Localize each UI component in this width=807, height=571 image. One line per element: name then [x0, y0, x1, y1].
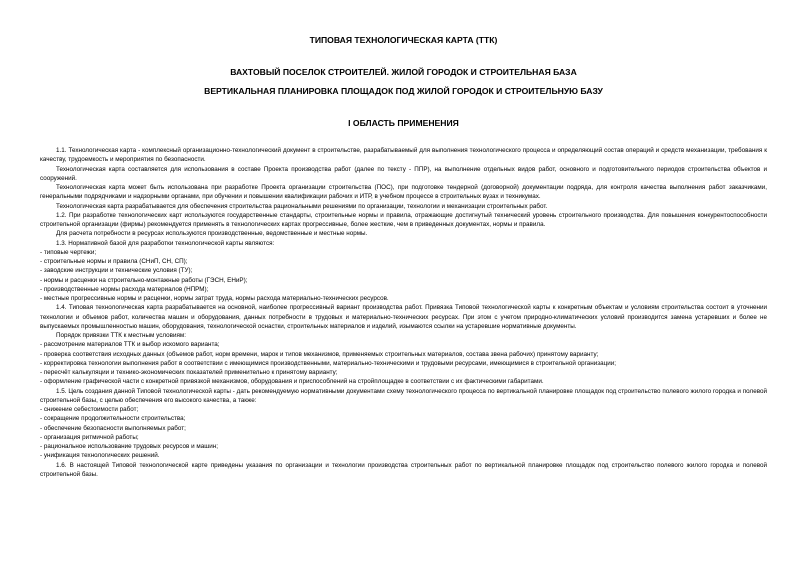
list-item: - оформление графической части с конкретной привязкой механизмов, оборудования и приспособлений на стройплощадке в соответствии с их фактическими габаритами.: [40, 378, 544, 386]
list-item: - нормы и расценки на строительно-монтажные работы (ГЭСН, ЕНиР);: [40, 276, 248, 284]
document-title: ТИПОВАЯ ТЕХНОЛОГИЧЕСКАЯ КАРТА (ТТК): [309, 35, 498, 45]
section-heading: I ОБЛАСТЬ ПРИМЕНЕНИЯ: [348, 118, 459, 128]
list-item: - производственные нормы расхода материалов (НПРМ);: [40, 285, 209, 293]
list-item: - снижение себестоимости работ;: [40, 406, 139, 413]
list-item: - унификация технологических решений.: [40, 452, 160, 460]
paragraph-1-6: 1.6. В настоящей Типовой технологической карте приведены указания по организации и технологии производства строительных работ по вертикальной планировке площадок под строительство полевого жилого городка и полевой строительной базы.: [40, 461, 767, 478]
list-item: - обеспечение безопасности выполняемых работ;: [40, 424, 186, 432]
list-item: - проверка соответствия исходных данных (объемов работ, норм времени, марок и типов механизмов, применяемых строительных материалов, состава звена рабочих) принятому варианту;: [40, 350, 599, 358]
paragraph-1-4-b: Порядок привязки ТТК к местным условиям:: [56, 332, 186, 339]
paragraph-1-1-c: Технологическая карта может быть использована при разработке Проекта организации строительства (ПОС), при подготовке тендерной (договорной) документации подряда, для контроля качества выполнения работ заказчиками, генеральными подрядчиками и надзорными органами, при обучении и повышении квалификации рабочих и ИТР, в учебном процессе в строительных вузах и техникумах.: [40, 184, 767, 201]
list-item: - заводские инструкции и технические условия (ТУ);: [40, 267, 193, 275]
list-item: - строительные нормы и правила (СНиП, СН, СП);: [40, 258, 188, 265]
paragraph-1-4: 1.4. Типовая технологическая карта разрабатывается на основной, наиболее прогрессивный вариант производства работ. Привязка Типовой технологической карты к конкретным объектам и условиям строительства состоит в уточнении технологии и объемов работ, количества машин и оборудования, данных потребности в трудовых и материально-технических ресурсах. При этом с учетом природно-климатических условий производится замена устаревших и более не выпускаемых промышленностью машин, оборудования, технологической оснастки, строительных материалов и изделий, изымаются ссылки на устаревшие нормативные документы.: [40, 304, 767, 330]
document-subtitle-1: ВАХТОВЫЙ ПОСЕЛОК СТРОИТЕЛЕЙ. ЖИЛОЙ ГОРОДОК И СТРОИТЕЛЬНАЯ БАЗА: [230, 67, 577, 77]
list-item: - рассмотрение материалов ТТК и выбор искомого варианта;: [40, 341, 220, 349]
list-item: - корректировка технологии выполнения работ в соответствии с имеющимися производственными, материально-техническими и трудовыми ресурсами, имеющимися в строительной организации;: [40, 359, 617, 367]
list-item: - местные прогрессивные нормы и расценки, нормы затрат труда, нормы расхода материально-технических ресурсов.: [40, 295, 389, 302]
paragraph-1-2-b: Для расчета потребности в ресурсах используются производственные, ведомственные и местные нормы.: [56, 230, 368, 238]
list-item: - пересчёт калькуляции и технико-экономических показателей применительно к принятому варианту;: [40, 369, 338, 376]
paragraph-1-1-d: Технологическая карта разрабатывается для обеспечения строительства рациональными решениями по организации, технологии и механизации строительных работ.: [56, 202, 548, 210]
list-item: - сокращение продолжительности строительства;: [40, 415, 186, 423]
document-body: [40, 146, 767, 479]
paragraph-1-2: 1.2. При разработке технологических карт используются государственные стандарты, строительные нормы и правила, отражающие достигнутый технический уровень строительного производства. Для повышения конкурентоспособности строительной организации (фирмы) рекомендуется применять в технологических картах прогрессивные, более жесткие, чем в приведенных документах, нормы и правила.: [40, 211, 767, 228]
document-subtitle-2: ВЕРТИКАЛЬНАЯ ПЛАНИРОВКА ПЛОЩАДОК ПОД ЖИЛОЙ ГОРОДОК И СТРОИТЕЛЬНУЮ БАЗУ: [204, 86, 603, 96]
paragraph-1-1-b: Технологическая карта составляется для использования в составе Проекта производства работ (далее по тексту - ППР), на выполнение отдельных видов работ, основного и подготовительного периодов строительства объектов и сооружений.: [40, 165, 767, 182]
paragraph-1-5: 1.5. Цель создания данной Типовой технологической карты - дать рекомендуемую нормативными документами схему технологического процесса по вертикальной планировке площадок под строительство полевого жилого городка и полевой строительной базы, с целью обеспечения его высокого качества, а также:: [40, 387, 767, 404]
list-item: - рациональное использование трудовых ресурсов и машин;: [40, 443, 219, 450]
paragraph-1-3: 1.3. Нормативной базой для разработки технологической карты являются:: [56, 239, 275, 247]
paragraph-1-1: 1.1. Технологическая карта - комплексный организационно-технологический документ в строительстве, разрабатываемый для выполнения технологического процесса и определяющий состав операций и средств механизации, требования к качеству, трудоемкость и мероприятия по безопасности.: [40, 147, 767, 164]
list-item: - типовые чертежи;: [40, 248, 97, 256]
list-item: - организация ритмичной работы;: [40, 433, 139, 441]
